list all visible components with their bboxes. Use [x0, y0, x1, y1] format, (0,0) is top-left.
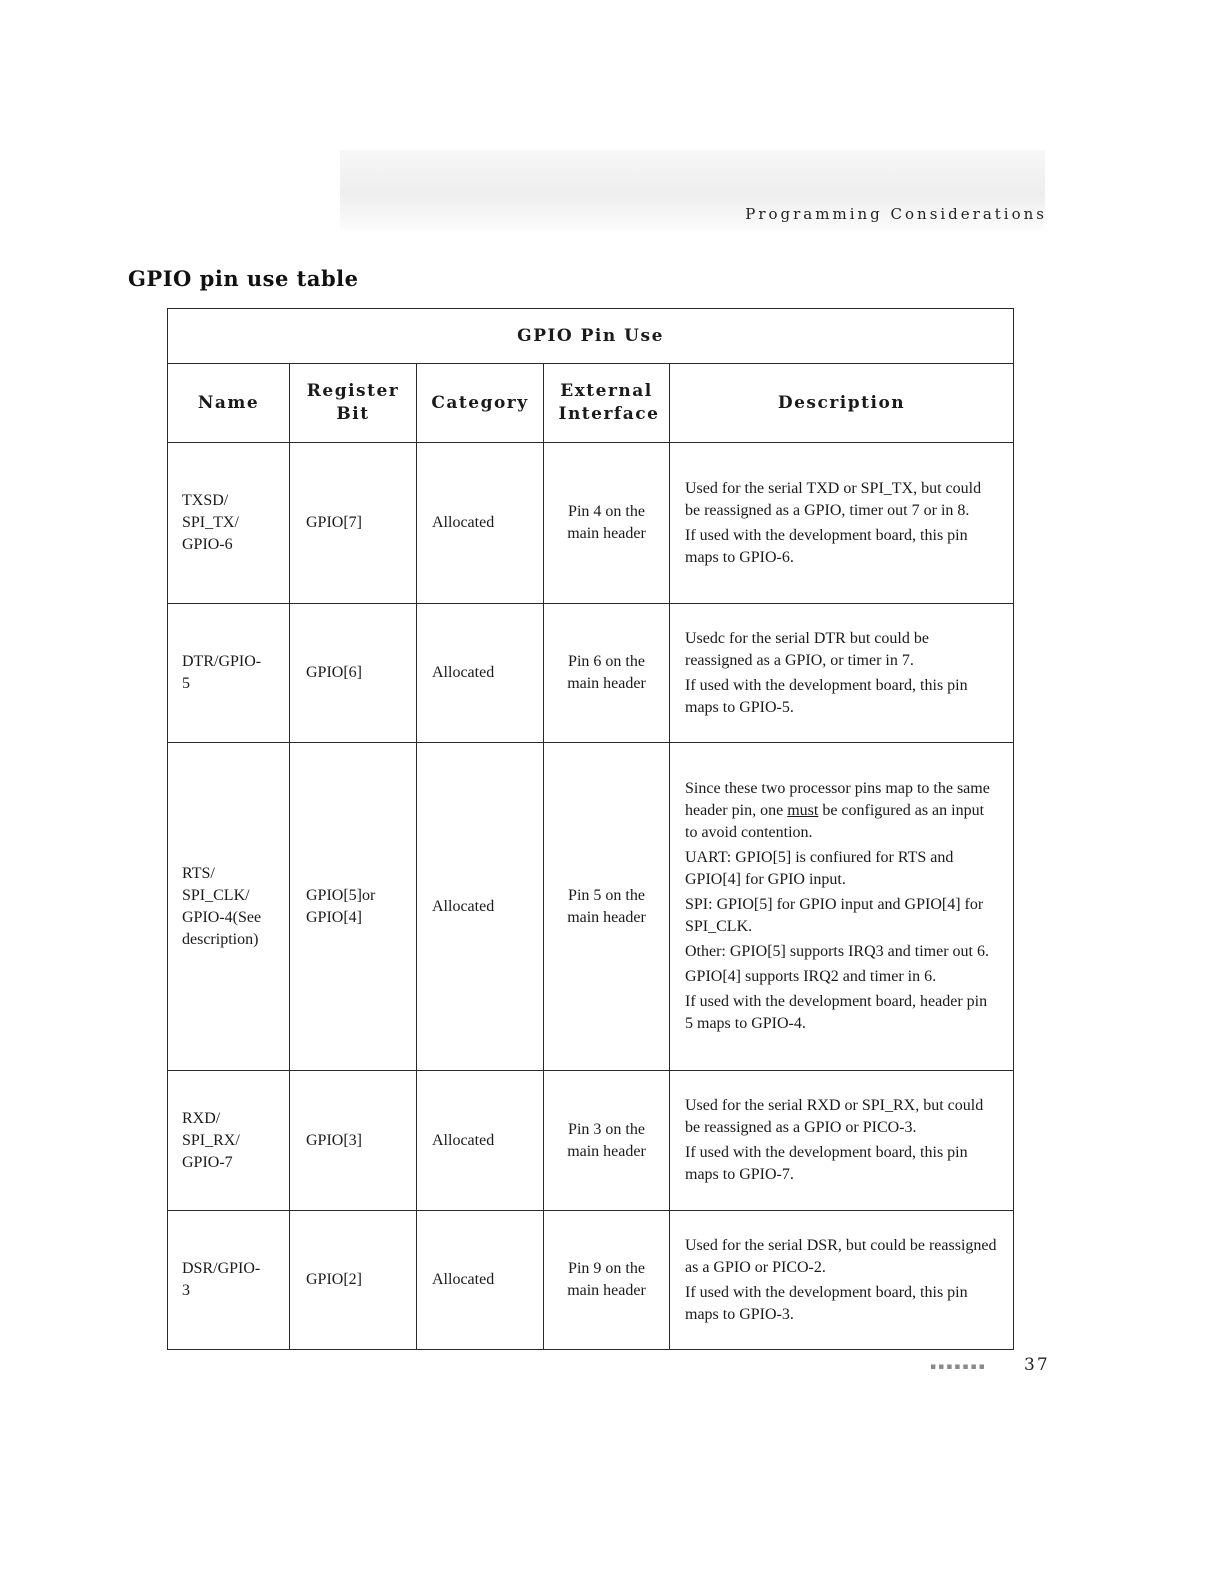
table-row: [168, 443, 1014, 604]
description-paragraph: If used with the development board, this pin maps to GPIO-3.: [685, 1283, 968, 1323]
cell-register-bit: GPIO[6]: [290, 604, 417, 743]
cell-description: [670, 1211, 1014, 1350]
cell-name: TXSD/ SPI_TX/ GPIO-6: [168, 443, 290, 604]
description-paragraph: If used with the development board, this pin maps to GPIO-5.: [685, 676, 968, 716]
description-paragraph: Used for the serial DSR, but could be reassigned as a GPIO or PICO-2.: [685, 1236, 997, 1276]
gpio-pin-use-table: [167, 308, 1014, 1350]
description-paragraph: GPIO[4] supports IRQ2 and timer in 6.: [685, 968, 937, 985]
column-header-category: Category: [417, 364, 544, 443]
description-paragraph: SPI: GPIO[5] for GPIO input and GPIO[4] for SPI_CLK.: [685, 896, 984, 935]
table-row: [168, 743, 1014, 1071]
cell-register-bit: GPIO[2]: [290, 1211, 417, 1350]
column-header-register-bit: Register Bit: [290, 364, 417, 443]
cell-external-interface: Pin 4 on the main header: [544, 443, 670, 604]
cell-name: RXD/ SPI_RX/ GPIO-7: [168, 1071, 290, 1211]
description-paragraph: Since these two processor pins map to the same header pin, one must be configured as an input to avoid contention.: [685, 780, 990, 841]
cell-description: [670, 1071, 1014, 1211]
cell-name: DTR/GPIO- 5: [168, 604, 290, 743]
cell-register-bit: GPIO[5]or GPIO[4]: [290, 743, 417, 1071]
description-paragraph: If used with the development board, this pin maps to GPIO-7.: [685, 1144, 968, 1183]
page-number: 37: [1024, 1355, 1050, 1375]
description-paragraph: If used with the development board, this pin maps to GPIO-6.: [685, 526, 968, 566]
cell-external-interface: Pin 6 on the main header: [544, 604, 670, 743]
column-header-description: Description: [670, 364, 1014, 443]
description-paragraph: UART: GPIO[5] is confiured for RTS and GPIO[4] for GPIO input.: [685, 849, 954, 888]
cell-description: [670, 443, 1014, 604]
cell-category: Allocated: [417, 443, 544, 604]
column-header-name: Name: [168, 364, 290, 443]
section-title: GPIO pin use table: [128, 266, 359, 291]
description-paragraph: Used for the serial RXD or SPI_RX, but could be reassigned as a GPIO or PICO-3.: [685, 1097, 984, 1136]
table-caption: GPIO Pin Use: [168, 309, 1014, 364]
description-paragraph: If used with the development board, header pin 5 maps to GPIO-4.: [685, 993, 988, 1032]
cell-external-interface: Pin 3 on the main header: [544, 1071, 670, 1211]
cell-external-interface: Pin 9 on the main header: [544, 1211, 670, 1350]
running-head: Programming Considerations: [745, 205, 1047, 223]
cell-register-bit: GPIO[7]: [290, 443, 417, 604]
description-paragraph: Other: GPIO[5] supports IRQ3 and timer out 6.: [685, 943, 989, 960]
table-row: [168, 1071, 1014, 1211]
description-paragraph: Used for the serial TXD or SPI_TX, but could be reassigned as a GPIO, timer out 7 or in 8.: [685, 479, 982, 519]
column-header-external-interface: External Interface: [544, 364, 670, 443]
cell-name: RTS/ SPI_CLK/ GPIO-4(See description): [168, 743, 290, 1071]
footer-dot-leader: ▪▪▪▪▪▪▪: [930, 1362, 987, 1372]
cell-category: Allocated: [417, 1211, 544, 1350]
cell-category: Allocated: [417, 604, 544, 743]
table-row: [168, 1211, 1014, 1350]
cell-register-bit: GPIO[3]: [290, 1071, 417, 1211]
description-paragraph: Usedc for the serial DTR but could be reassigned as a GPIO, or timer in 7.: [685, 629, 929, 669]
table-row: [168, 604, 1014, 743]
cell-category: Allocated: [417, 1071, 544, 1211]
cell-description: [670, 604, 1014, 743]
cell-category: Allocated: [417, 743, 544, 1071]
cell-name: DSR/GPIO- 3: [168, 1211, 290, 1350]
cell-description: [670, 743, 1014, 1071]
cell-external-interface: Pin 5 on the main header: [544, 743, 670, 1071]
emphasis-must: must: [787, 802, 819, 819]
